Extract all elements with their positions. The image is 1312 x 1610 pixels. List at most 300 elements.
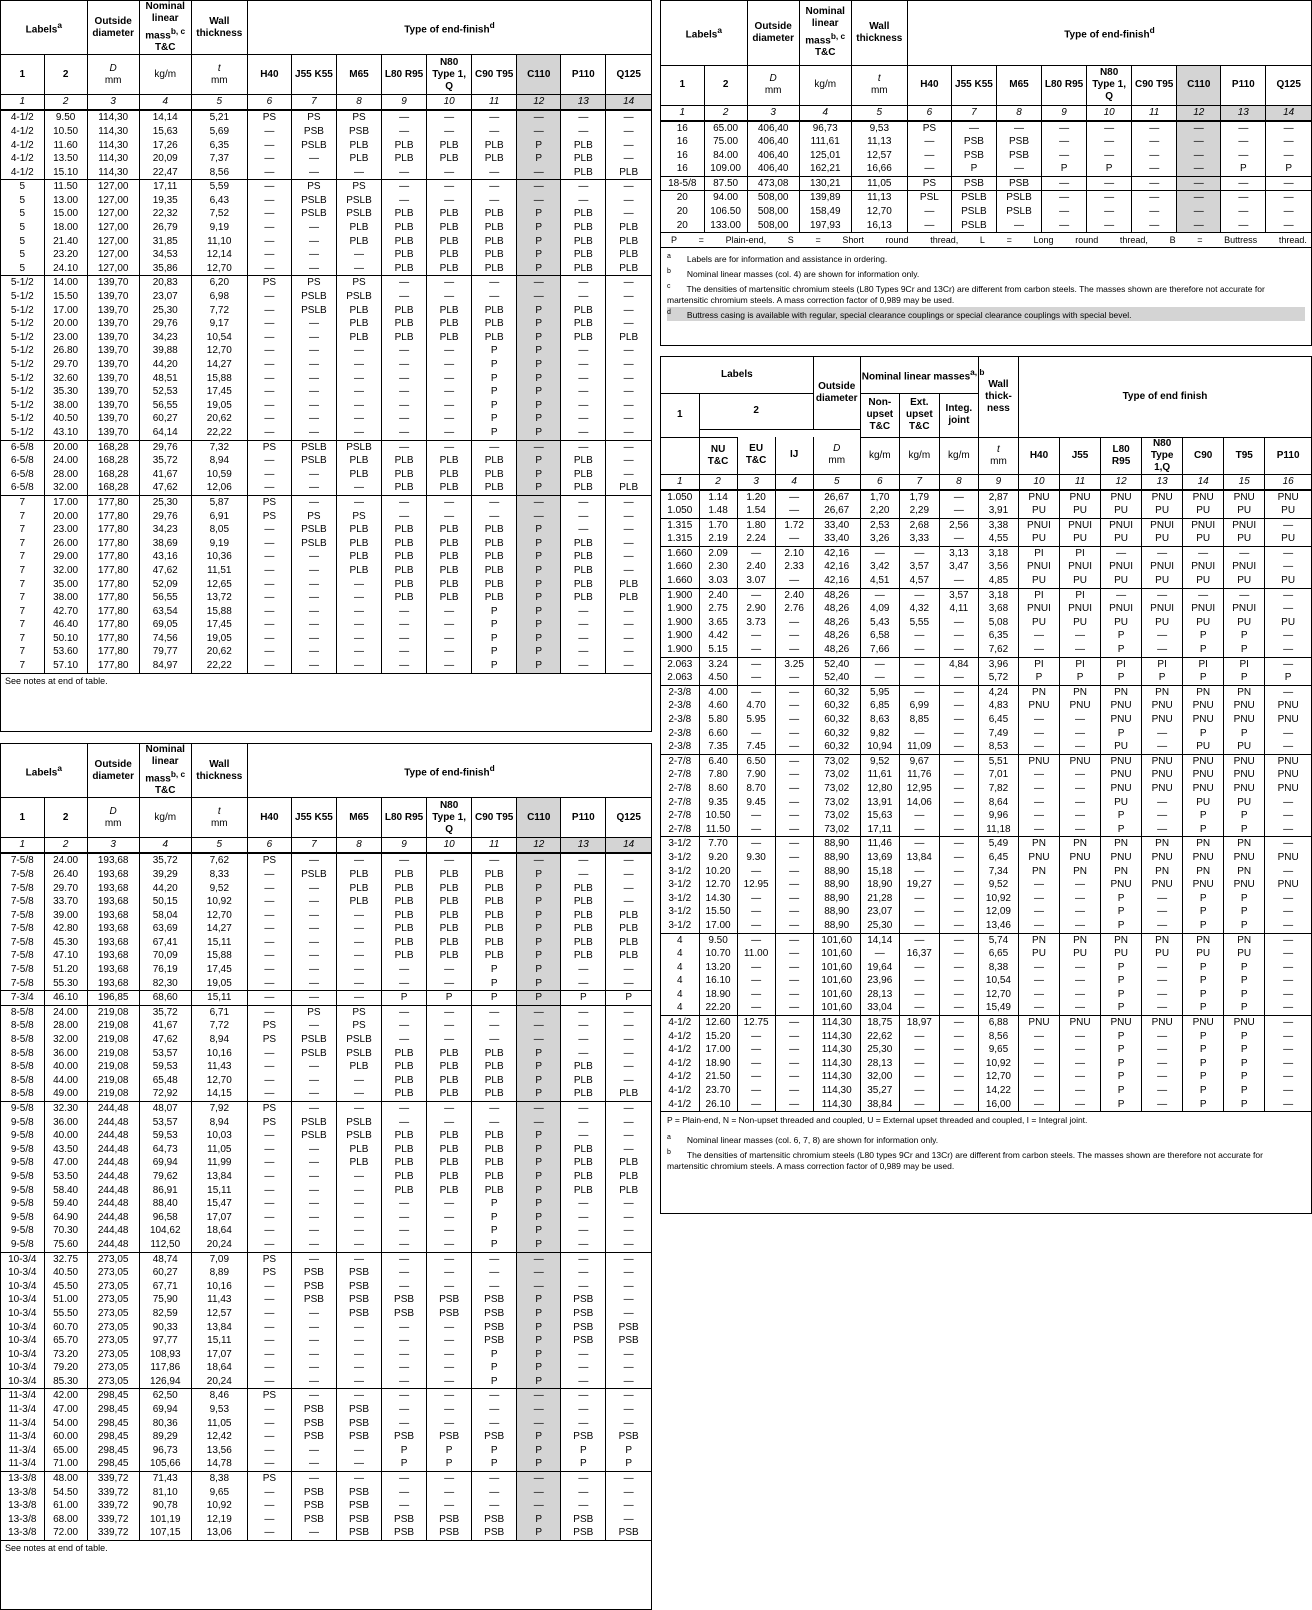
table-cell: — xyxy=(939,865,978,879)
col-label-2: 2 xyxy=(704,65,747,105)
table-row xyxy=(661,974,1311,988)
table-row xyxy=(661,1043,1311,1057)
table-cell: 28,13 xyxy=(860,988,899,1002)
table-cell: — xyxy=(291,909,336,923)
table-cell: — xyxy=(382,166,427,180)
table-cell: 6.40 xyxy=(699,754,737,768)
table-cell: — xyxy=(336,963,381,977)
table-cell: — xyxy=(1018,1030,1059,1044)
table-cell: PLB xyxy=(382,152,427,166)
table-cell: — xyxy=(472,495,517,509)
table-cell: PU xyxy=(1101,574,1142,588)
table-cell: P xyxy=(1224,892,1265,906)
table-cell: — xyxy=(517,194,561,208)
table-row xyxy=(1,1334,651,1348)
table-cell: 4.00 xyxy=(699,685,737,699)
table-cell: PNUI xyxy=(1018,518,1059,532)
table-cell: — xyxy=(427,1238,472,1252)
table-cell: P xyxy=(1224,1098,1265,1112)
table-cell: — xyxy=(247,909,291,923)
table-cell: 298,45 xyxy=(87,1457,139,1471)
table-cell: 12,70 xyxy=(191,344,247,358)
table-cell: — xyxy=(382,1238,427,1252)
table-cell: 5 xyxy=(1,180,44,194)
casing-table-a-grid xyxy=(1,1,651,673)
table-cell: PNU xyxy=(1142,754,1183,768)
table-cell: PLB xyxy=(427,317,472,331)
table-cell: — xyxy=(291,1211,336,1225)
table-cell: — xyxy=(382,1375,427,1389)
grade-header-5: C90 xyxy=(1183,437,1224,474)
table-cell: P xyxy=(517,963,561,977)
table-cell: — xyxy=(336,1252,381,1266)
table-cell: PLB xyxy=(382,537,427,551)
table-cell: — xyxy=(1018,782,1059,796)
table-cell: P xyxy=(1183,823,1224,837)
col-number: 4 xyxy=(139,838,191,854)
table-cell: 2-3/8 xyxy=(661,685,699,699)
table-cell: PS xyxy=(247,1102,291,1116)
table-cell: — xyxy=(561,1375,606,1389)
table-cell: — xyxy=(382,372,427,386)
table-row xyxy=(1,207,651,221)
table-cell: — xyxy=(899,823,939,837)
table-cell: 6-5/8 xyxy=(1,440,44,454)
table-cell: — xyxy=(247,1307,291,1321)
table-cell: — xyxy=(247,262,291,276)
table-cell: 13.50 xyxy=(44,152,87,166)
table-cell: PLB xyxy=(606,1087,651,1101)
table-row xyxy=(1,1526,651,1540)
table-cell: 43,16 xyxy=(139,550,191,564)
table-cell: — xyxy=(247,412,291,426)
table-row xyxy=(1,991,651,1006)
table-row xyxy=(1,1252,651,1266)
grade-header-7: P110 xyxy=(1265,437,1311,474)
table-cell: — xyxy=(939,740,978,754)
table-row xyxy=(1,1224,651,1238)
table-cell: PLB xyxy=(382,139,427,153)
table-cell: PLB xyxy=(427,1184,472,1198)
table-cell: 12,42 xyxy=(191,1430,247,1444)
table-cell: 22,22 xyxy=(191,659,247,673)
table-cell: P xyxy=(1101,823,1142,837)
table-cell: PSB xyxy=(561,1293,606,1307)
table-cell: 2,20 xyxy=(860,504,899,518)
wall-header: Wall thickness xyxy=(191,744,247,798)
table-cell: PU xyxy=(1101,796,1142,810)
table-cell: 244,48 xyxy=(87,1129,139,1143)
table-cell: 15,11 xyxy=(191,991,247,1006)
table-cell: PSB xyxy=(336,125,381,139)
table-cell: — xyxy=(291,481,336,495)
table-cell: — xyxy=(291,1102,336,1116)
col-label-2: 2 xyxy=(699,393,813,429)
table-cell: PS xyxy=(336,1019,381,1033)
table-row xyxy=(661,947,1311,961)
table-cell: 219,08 xyxy=(87,1005,139,1019)
table-cell: — xyxy=(561,344,606,358)
grade-header-4: L80 R95 xyxy=(1042,65,1087,105)
table-cell: PLB xyxy=(427,936,472,950)
tubing-table xyxy=(660,356,1312,1214)
table-cell: 2-3/8 xyxy=(668,727,692,739)
table-cell: — xyxy=(291,1348,336,1362)
table-cell: PU xyxy=(1101,947,1142,961)
table-cell: — xyxy=(561,659,606,673)
grade-header-8: P110 xyxy=(561,55,606,95)
table-cell: PSB xyxy=(427,1293,472,1307)
table-cell: — xyxy=(427,1019,472,1033)
table-cell: P xyxy=(427,1444,472,1458)
table-cell: PN xyxy=(1060,865,1101,879)
table-cell: — xyxy=(1142,1057,1183,1071)
table-row xyxy=(1,221,651,235)
table-cell: 6,98 xyxy=(191,290,247,304)
table-cell: 73,02 xyxy=(813,782,860,796)
table-cell: — xyxy=(860,657,899,671)
table-cell: PSB xyxy=(336,1486,381,1500)
legend-word: L xyxy=(979,235,985,246)
table-cell: 7.70 xyxy=(699,837,737,851)
table-cell: — xyxy=(427,1280,472,1294)
table-cell: P xyxy=(1183,1084,1224,1098)
table-cell: — xyxy=(996,121,1041,136)
table-cell: — xyxy=(247,180,291,194)
table-cell: 15,11 xyxy=(191,936,247,950)
table-cell: 40.00 xyxy=(44,1129,87,1143)
table-cell: 56,55 xyxy=(139,399,191,413)
table-cell: 17,45 xyxy=(191,963,247,977)
nonupset-header: Non-upset T&C xyxy=(860,393,899,437)
table-cell: 23.70 xyxy=(699,1084,737,1098)
table-cell: — xyxy=(939,892,978,906)
table-cell: 7,92 xyxy=(191,1102,247,1116)
table-cell: PLB xyxy=(561,1156,606,1170)
table-cell: P xyxy=(517,235,561,249)
table-cell: 9-5/8 xyxy=(10,1238,34,1250)
table-cell: 12,70 xyxy=(191,1074,247,1088)
table-cell: P xyxy=(517,1361,561,1375)
table-cell: 7,72 xyxy=(191,304,247,318)
table-cell: — xyxy=(247,1430,291,1444)
mass-header: Nominal linear mass$^{b, c}$ T&C xyxy=(799,1,851,65)
table-cell: — xyxy=(472,1252,517,1266)
table-row xyxy=(661,616,1311,630)
table-cell: 168,28 xyxy=(87,440,139,454)
table-cell: 20 xyxy=(676,206,688,218)
table-cell: P xyxy=(517,605,561,619)
table-cell: PNU xyxy=(1265,851,1311,865)
table-cell: — xyxy=(382,1361,427,1375)
table-cell: 4.70 xyxy=(737,699,775,713)
table-cell: — xyxy=(382,1197,427,1211)
table-cell: — xyxy=(1177,149,1221,163)
unit-od: D mm xyxy=(87,55,139,95)
table-cell: 139,70 xyxy=(87,412,139,426)
table-cell: 74,56 xyxy=(139,632,191,646)
table-cell: 3,18 xyxy=(978,588,1018,602)
table-cell: PLB xyxy=(472,221,517,235)
table-cell: — xyxy=(1060,740,1101,754)
table-cell: P xyxy=(517,426,561,440)
mass-header: Nominal linear masses$^{a, b}$ xyxy=(860,357,978,393)
table-cell: PS xyxy=(291,1005,336,1019)
table-cell: — xyxy=(427,1224,472,1238)
table-cell: PSB xyxy=(951,176,996,191)
table-cell: — xyxy=(1224,588,1265,602)
table-cell: — xyxy=(247,1238,291,1252)
table-cell: PSB xyxy=(951,149,996,163)
table-cell: 11.00 xyxy=(737,947,775,961)
table-cell: P xyxy=(1183,629,1224,643)
table-cell: 1.80 xyxy=(737,518,775,532)
col-number: 11 xyxy=(472,95,517,111)
table-cell: P xyxy=(517,372,561,386)
table-cell: PNU xyxy=(1224,699,1265,713)
table-cell: P xyxy=(517,468,561,482)
table-cell: P xyxy=(1183,1070,1224,1084)
table-cell: — xyxy=(382,412,427,426)
table-cell: PNU xyxy=(1224,754,1265,768)
table-cell: PU xyxy=(1060,616,1101,630)
table-cell: 96,73 xyxy=(139,1444,191,1458)
table-cell: PN xyxy=(1142,837,1183,851)
table-cell: PSLB xyxy=(336,290,381,304)
table-cell: PU xyxy=(1183,532,1224,546)
table-cell: P xyxy=(517,1170,561,1184)
table-cell: — xyxy=(1101,588,1142,602)
table-cell: — xyxy=(247,1129,291,1143)
table-cell: PU xyxy=(1183,796,1224,810)
table-cell: — xyxy=(1142,1030,1183,1044)
table-cell: — xyxy=(1265,905,1311,919)
table-cell: — xyxy=(561,1280,606,1294)
table-cell: 508,00 xyxy=(747,219,799,233)
table-cell: — xyxy=(899,657,939,671)
table-cell: 94.00 xyxy=(704,191,747,205)
table-cell: 65,48 xyxy=(139,1074,191,1088)
table-cell: PLB xyxy=(336,564,381,578)
table-cell: — xyxy=(291,1197,336,1211)
table-cell: 88,90 xyxy=(813,865,860,879)
table-cell: P xyxy=(472,1348,517,1362)
table-cell: — xyxy=(1060,796,1101,810)
table-cell: — xyxy=(939,919,978,933)
table-cell: — xyxy=(775,796,813,810)
table-cell: 1.14 xyxy=(699,490,737,505)
table-cell: PLB xyxy=(472,550,517,564)
table-cell: 114,30 xyxy=(87,110,139,125)
table-cell: — xyxy=(737,1070,775,1084)
table-cell: — xyxy=(606,399,651,413)
table-cell: 10-3/4 xyxy=(8,1267,37,1279)
table-cell: PNU xyxy=(1101,851,1142,865)
table-cell: 5,59 xyxy=(191,180,247,194)
table-cell: — xyxy=(1042,149,1087,163)
table-cell: 12.75 xyxy=(737,1016,775,1030)
table-cell: — xyxy=(1266,149,1311,163)
table-cell: 114,30 xyxy=(813,1084,860,1098)
table-cell: PNU xyxy=(1101,782,1142,796)
table-cell: PLB xyxy=(382,1184,427,1198)
table-cell: — xyxy=(427,1499,472,1513)
table-cell: 7 xyxy=(19,592,26,604)
table-cell: 7.80 xyxy=(699,768,737,782)
table-cell: PLB xyxy=(561,1074,606,1088)
table-cell: — xyxy=(1060,768,1101,782)
table-cell: PU xyxy=(1018,574,1059,588)
table-cell: 273,05 xyxy=(87,1252,139,1266)
table-row xyxy=(1,290,651,304)
table-cell: PNU xyxy=(1101,754,1142,768)
table-cell: — xyxy=(606,1252,651,1266)
table-cell: — xyxy=(247,1417,291,1431)
table-cell: 22,22 xyxy=(191,426,247,440)
table-cell: 15,11 xyxy=(191,1184,247,1198)
table-cell: P xyxy=(517,922,561,936)
table-cell: 60.00 xyxy=(44,1430,87,1444)
table-cell: 14,27 xyxy=(191,922,247,936)
table-cell: — xyxy=(737,905,775,919)
col-number: 8 xyxy=(939,474,978,490)
table-cell: — xyxy=(561,1238,606,1252)
table-cell: 114,30 xyxy=(813,1098,860,1112)
table-cell: PN xyxy=(1101,865,1142,879)
table-cell: 114,30 xyxy=(813,1016,860,1030)
table-cell: — xyxy=(1265,974,1311,988)
col-label-2: 2 xyxy=(44,55,87,95)
table-cell: 48,51 xyxy=(139,372,191,386)
table-cell: — xyxy=(561,853,606,868)
table-cell: 13.20 xyxy=(699,961,737,975)
table-cell: 8,63 xyxy=(860,713,899,727)
table-cell: — xyxy=(775,809,813,823)
table-row xyxy=(661,135,1311,149)
table-cell: 5-1/2 xyxy=(1,276,44,290)
table-cell: — xyxy=(1087,135,1132,149)
table-cell: 5-1/2 xyxy=(10,386,34,398)
table-cell: 58.40 xyxy=(44,1184,87,1198)
table-cell: — xyxy=(606,632,651,646)
table-cell: — xyxy=(291,221,336,235)
table-cell: P xyxy=(1183,974,1224,988)
table-row xyxy=(661,490,1311,505)
table-cell: — xyxy=(382,1472,427,1486)
table-cell: 139,89 xyxy=(799,191,851,205)
table-cell: — xyxy=(517,1417,561,1431)
note-b: $^b$ Nominal linear masses (col. 4) are shown for information only. xyxy=(667,268,920,279)
notes-d xyxy=(661,1129,1311,1175)
table-cell: 5 xyxy=(19,235,26,247)
table-cell: — xyxy=(427,1361,472,1375)
table-row xyxy=(1,1170,651,1184)
table-cell: 12,70 xyxy=(851,205,907,219)
table-cell: PLB xyxy=(427,481,472,495)
table-cell: 35,72 xyxy=(139,454,191,468)
table-cell: 273,05 xyxy=(87,1361,139,1375)
table-cell: — xyxy=(247,454,291,468)
col-number: 6 xyxy=(247,95,291,111)
table-cell: — xyxy=(247,1224,291,1238)
table-cell: PLB xyxy=(382,468,427,482)
table-cell: 6-5/8 xyxy=(10,455,34,467)
table-cell: 13-3/8 xyxy=(8,1486,37,1498)
table-cell: 139,70 xyxy=(87,304,139,318)
table-cell: 6-5/8 xyxy=(10,482,34,494)
table-cell: 51.20 xyxy=(44,963,87,977)
table-cell: — xyxy=(606,1005,651,1019)
table-cell: PNUI xyxy=(1224,518,1265,532)
table-cell: 25,30 xyxy=(139,495,191,509)
table-cell: — xyxy=(775,616,813,630)
table-cell: PNU xyxy=(1101,490,1142,505)
table-cell: — xyxy=(336,1184,381,1198)
table-row xyxy=(1,1513,651,1527)
labels-header: Labels$^a$ xyxy=(1,744,87,798)
table-cell: 18,64 xyxy=(191,1361,247,1375)
table-cell: — xyxy=(606,1403,651,1417)
table-cell: P xyxy=(517,936,561,950)
table-cell: 111,61 xyxy=(799,135,851,149)
table-cell: PU xyxy=(1060,947,1101,961)
table-cell: PNU xyxy=(1265,713,1311,727)
table-cell: 273,05 xyxy=(87,1293,139,1307)
table-cell: 3-1/2 xyxy=(668,851,692,863)
table-cell: PLB xyxy=(606,1184,651,1198)
mass-header: Nominal linear mass$^{b, c}$ T&C xyxy=(139,744,191,798)
table-cell: — xyxy=(336,578,381,592)
table-cell: 82,59 xyxy=(139,1307,191,1321)
col-number: 1 xyxy=(661,474,699,490)
table-cell: PLB xyxy=(382,922,427,936)
table-cell: — xyxy=(1042,135,1087,149)
table-cell: 339,72 xyxy=(87,1499,139,1513)
table-cell: — xyxy=(561,276,606,290)
table-cell: — xyxy=(247,618,291,632)
table-cell: PU xyxy=(1224,947,1265,961)
table-cell: 7-5/8 xyxy=(10,964,34,976)
table-cell: PNUI xyxy=(1142,560,1183,574)
table-cell: PSB xyxy=(427,1430,472,1444)
table-cell: 15,18 xyxy=(860,865,899,879)
table-cell: 130,21 xyxy=(799,176,851,191)
table-row xyxy=(1,1375,651,1389)
table-cell: 9,19 xyxy=(191,537,247,551)
table-cell: — xyxy=(336,1457,381,1471)
table-cell: — xyxy=(899,1057,939,1071)
table-cell: 55.30 xyxy=(44,977,87,991)
table-cell: PLB xyxy=(382,304,427,318)
table-row xyxy=(1,853,651,868)
table-cell: P xyxy=(1224,974,1265,988)
table-cell: — xyxy=(336,1472,381,1486)
legend-word: thread, xyxy=(1119,235,1148,246)
table-cell: — xyxy=(382,1417,427,1431)
col-number: 15 xyxy=(1224,474,1265,490)
table-cell: 17.00 xyxy=(44,304,87,318)
table-cell: PN xyxy=(1183,685,1224,699)
table-cell: — xyxy=(606,853,651,868)
table-cell: PS xyxy=(336,110,381,125)
table-cell: — xyxy=(247,139,291,153)
table-cell: 20,62 xyxy=(191,645,247,659)
unit-mass: kg/m xyxy=(139,55,191,95)
table-cell: 5 xyxy=(19,249,26,261)
table-cell: PLB xyxy=(561,591,606,605)
table-cell: — xyxy=(247,344,291,358)
table-cell: PLB xyxy=(382,882,427,896)
